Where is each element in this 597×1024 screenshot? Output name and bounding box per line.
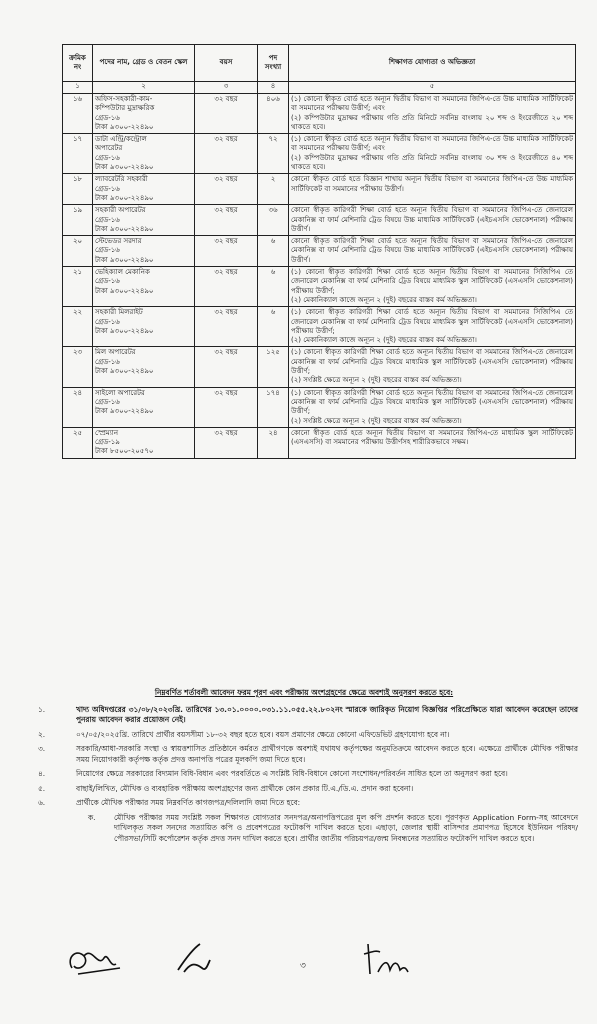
post-line: টাকা ৯৩০০-২২৪৯০: [95, 255, 154, 264]
count-cell: ৪০৬: [258, 94, 289, 134]
post-line: গ্রেড-১৬: [95, 215, 120, 224]
index-cell: ৫: [289, 82, 576, 94]
condition-subitem: [68, 813, 578, 845]
post-line: টাকা ৯৩০০-২২৪৯০: [95, 367, 154, 376]
qualification-line: (২) মেকানিক্যাল কাজে অন্যূন ২ (দুই) বছরের বাস্তব কর্ম অভিজ্ঞতা।: [291, 295, 477, 304]
condition-item: [30, 784, 578, 795]
table-row: [63, 267, 576, 307]
condition-text: ০৭/০৫/২০২৫খ্রি. তারিখে প্রার্থীর বয়সসীমা ১৮-৩২ বছর হতে হবে। বয়স প্রমাণের ক্ষেত্রে কোনো এফিডেভিট গ্রহণযোগ্য হবে না।: [76, 729, 450, 739]
subitem-letter: ক.: [88, 812, 96, 822]
qualification-cell: [289, 307, 576, 347]
serial-cell: ২১: [63, 267, 93, 307]
qualification-line: কোনো স্বীকৃত বোর্ড হতে বিজ্ঞান শাখায় অন্যূন দ্বিতীয় বিভাগ বা সমমানের জিপিএ-তে উচ্চ মাধ্যমিক সার্টিফিকেট বা সমমানের পরীক্ষায় উত্তীর্ণ।: [291, 175, 573, 193]
qualification-line: (২) কম্পিউটার মুদ্রাক্ষর পরীক্ষায় গতি প্রতি মিনিটে সর্বনিম্ন বাংলায় ৩০ শব্দ ও ইংরেজীতে ৪০ শব্দ থাকতে হবে।: [291, 153, 573, 172]
page-number: ৩: [300, 961, 306, 971]
count-cell: ৭২: [258, 134, 289, 174]
serial-cell: ২৪: [63, 387, 93, 427]
condition-item: [30, 730, 578, 741]
signature-2: [172, 938, 212, 978]
table-row: [63, 427, 576, 458]
qualification-line: (২) সংশ্লিষ্ট ক্ষেত্রে অন্যূন ২ (দুই) বছরের বাস্তব কর্ম অভিজ্ঞতা।: [291, 416, 462, 425]
post-line: ডাটা এন্ট্রি/কন্ট্রোল: [95, 135, 147, 144]
count-cell: ১৭৪: [258, 387, 289, 427]
qualification-cell: [289, 427, 576, 458]
post-line: টাকা ৮৫০০-২০৫৭০: [95, 447, 154, 456]
table-index-row: [63, 82, 576, 94]
condition-text: নিয়োগের ক্ষেত্রে সরকারের বিদ্যমান বিধি-বিধান এবং পরবর্তিতে এ সংশ্লিষ্ট বিধি-বিধানে কোনো সংশোধন/পরিবর্তন সাধিত হলে তা অনুসরণ করা হবে।: [76, 769, 508, 779]
qualification-line: (১) কোনো স্বীকৃত বোর্ড হতে অন্যূন দ্বিতীয় বিভাগ বা সমমানের জিপিএ-তে উচ্চ মাধ্যমিক সার্টিফিকেট বা সমমানের পরীক্ষায় উত্তীর্ণ; এবং: [291, 95, 573, 113]
qualification-line: (১) কোনো স্বীকৃত কারিগরী শিক্ষা বোর্ড হতে অন্যূন দ্বিতীয় বিভাগ বা সমমানের জিপিএ-তে জেনারেল মেকানিক্স বা ফার্ম মেশিনারি ট্রেড বিষয়ে মাধ্যমিক স্কুল সার্টিফিকেট (এসএসসি ভোকেশনাল) পরীক্ষায় উত্তীর্ণ;: [291, 348, 573, 376]
post-line: সাইলো অপারেটর: [95, 388, 145, 397]
post-cell: [93, 174, 195, 205]
condition-item: [30, 769, 578, 780]
post-line: গ্রেড-১৬: [95, 397, 120, 406]
count-cell: ২: [258, 174, 289, 205]
age-cell: ৩২ বছর: [195, 94, 258, 134]
qualification-cell: [289, 347, 576, 387]
post-line: স্টেভেডর সরদার: [95, 237, 142, 246]
post-line: গ্রেড-১৬: [95, 153, 120, 162]
age-cell: ৩২ বছর: [195, 347, 258, 387]
count-cell: ২৪: [258, 427, 289, 458]
conditions-section: [30, 688, 578, 846]
qualification-cell: [289, 134, 576, 174]
table-row: [63, 307, 576, 347]
post-line: টাকা ৯৩০০-২২৪৯০: [95, 193, 154, 202]
condition-text: বাছাই/লিখিত, মৌখিক ও ব্যবহারিক পরীক্ষায় অংশগ্রহণের জন্য প্রার্থীকে কোন প্রকার টি.এ./ডি.এ. প্রদান করা হবেনা।: [76, 783, 414, 793]
post-line: টাকা ৯৩০০-২২৪৯০: [95, 407, 154, 416]
qualification-line: (২) কম্পিউটার মুদ্রাক্ষর পরীক্ষায় গতি প্রতি মিনিটে সর্বনিম্ন বাংলায় ২০ শব্দ ও ইংরেজীতে ২০ শব্দ থাকতে হবে।: [291, 113, 573, 131]
qualification-cell: [289, 236, 576, 267]
post-cell: [93, 236, 195, 267]
condition-item: [30, 744, 578, 765]
table-row: [63, 94, 576, 134]
post-line: গ্রেড-১৬: [95, 357, 120, 366]
serial-cell: ১৬: [63, 94, 93, 134]
table-row: [63, 174, 576, 205]
qualification-line: (১) কোনো স্বীকৃত কারিগরী শিক্ষা বোর্ড হতে অন্যূন দ্বিতীয় বিভাগ বা সমমানের সিজিপিএ তে জেনারেল মেকানিক্স বা ফার্ম মেশিনারি ট্রেড বিষয়ে মাধ্যমিক স্কুল সার্টিফিকেট (এসএসসি ভোকেশনাল) পরীক্ষায় উত্তীর্ণ;: [291, 308, 573, 335]
index-cell: ১: [63, 82, 93, 94]
condition-number: ২.: [38, 729, 46, 739]
conditions-list: [30, 705, 578, 809]
post-cell: [93, 134, 195, 174]
serial-cell: ২০: [63, 236, 93, 267]
post-line: অপারেটর: [95, 144, 123, 153]
age-cell: ৩২ বছর: [195, 427, 258, 458]
post-cell: [93, 307, 195, 347]
post-line: টাকা ৯৩০০-২২৪৯০: [95, 326, 154, 335]
serial-cell: ১৯: [63, 205, 93, 236]
post-line: টাকা ৯৩০০-২২৪৯০: [95, 163, 154, 172]
qualification-line: (১) কোনো স্বীকৃত বোর্ড হতে অন্যূন দ্বিতীয় বিভাগ বা সমমানের জিপিএ-তে উচ্চ মাধ্যমিক সার্টিফিকেট বা সমমানের পরীক্ষায় উত্তীর্ণ; এবং: [291, 135, 573, 153]
post-line: টাকা ৯৩০০-২২৪৯০: [95, 224, 154, 233]
qualification-line: কোনো স্বীকৃত কারিগরী শিক্ষা বোর্ড হতে অন্যূন দ্বিতীয় বিভাগ বা সমমানের জিপিএ-তে জেনারেল মেকানিক্স বা ফার্ম মেশিনারি ট্রেড বিষয়ে উচ্চ মাধ্যমিক সার্টিফিকেট (এইচএসসি ভোকেশনাল) পরীক্ষায় উত্তীর্ণ।: [291, 237, 573, 264]
serial-cell: ১৭: [63, 134, 93, 174]
post-line: গ্রেড-১৬: [95, 113, 120, 122]
age-cell: ৩২ বছর: [195, 134, 258, 174]
post-line: গ্রেড-১৬: [95, 277, 120, 286]
qualification-line: কোনো স্বীকৃত বোর্ড হতে অন্যূন দ্বিতীয় বিভাগ বা সমমানের জিপিএ-তে মাধ্যমিক স্কুল সার্টিফিকেট (এসএসসি) বা সমমানের পরীক্ষায় উত্তীর্ণসহ শারীরিকভাবে সক্ষম।: [291, 428, 573, 447]
post-line: গ্রেড-১৯: [95, 438, 120, 447]
post-line: সহকারী মিলরাইট: [95, 308, 143, 317]
table-row: [63, 387, 576, 427]
age-cell: ৩২ বছর: [195, 307, 258, 347]
header-count: পদ সংখ্যা: [258, 45, 289, 82]
age-cell: ৩২ বছর: [195, 387, 258, 427]
count-cell: ১২৫: [258, 347, 289, 387]
post-line: অফিস-সহকারী-কাম-: [95, 95, 153, 103]
serial-cell: ২২: [63, 307, 93, 347]
condition-text: প্রার্থীকে মৌখিক পরীক্ষার সময় নিম্নবর্ণিত কাগজপত্র/দলিলাদি জমা দিতে হবে:: [76, 798, 301, 808]
post-cell: [93, 387, 195, 427]
header-qualification: শিক্ষাগত যোগ্যতা ও অভিজ্ঞতা: [289, 45, 576, 82]
subitem-text: মৌখিক পরীক্ষার সময় সংশ্লিষ্ট সকল শিক্ষাগত যোগ্যতার সনদপত্র/অনাপত্তিপত্রের মূল কপি প্রদর্শন করতে হবে। পূরণকৃত Application Form-সহ আবেদনে দাখিলকৃত সকল সনদের সত্যায়িত কপি ও প্রবেশপত্রের ফটোকপি দাখিল করতে হবে। এছাড়া, জেলার স্থায়ী বাসিন্দার প্রমাণপত্র হিসেবে ইউনিয়ন পরিষদ/পৌরসভা/সিটি কর্পোরেশন কর্তৃক প্রদত্ত সনদ দাখিল করতে হবে। প্রার্থীর জাতীয় পরিচয়পত্র/জন্ম নিবন্ধনের সত্যায়িত ফটোকপি দাখিল করতে হবে।: [114, 812, 578, 843]
qualification-cell: [289, 205, 576, 236]
count-cell: ৬: [258, 236, 289, 267]
qualification-cell: [289, 94, 576, 134]
age-cell: ৩২ বছর: [195, 174, 258, 205]
qualification-cell: [289, 174, 576, 205]
serial-cell: ২৩: [63, 347, 93, 387]
condition-item: [30, 705, 578, 726]
qualification-line: (১) কোনো স্বীকৃত কারিগরী শিক্ষা বোর্ড হতে অন্যূন দ্বিতীয় বিভাগ বা সমমানের জিপিএ-তে জেনারেল মেকানিক্স বা ফার্ম মেশিনারি ট্রেড বিষয়ে মাধ্যমিক স্কুল সার্টিফিকেট (এসএসসি ভোকেশনাল) পরীক্ষায় উত্তীর্ণ;: [291, 388, 573, 416]
qualification-line: (১) কোনো স্বীকৃত কারিগরী শিক্ষা বোর্ড হতে অন্যূন দ্বিতীয় বিভাগ বা সমমানের সিজিপিএ তে জেনারেল মেকানিক্স বা ফার্ম মেশিনারি ট্রেড বিষয়ে মাধ্যমিক স্কুল সার্টিফিকেট (এসএসসি ভোকেশনাল) পরীক্ষায় উত্তীর্ণ;: [291, 268, 573, 295]
post-line: গ্রেড-১৬: [95, 317, 120, 326]
table-row: [63, 236, 576, 267]
post-line: সহকারী অপারেটর: [95, 206, 146, 215]
index-cell: ৩: [195, 82, 258, 94]
post-line: ল্যাবরেটরি সহকারী: [95, 175, 148, 184]
qualification-line: (২) সংশ্লিষ্ট ক্ষেত্রে অন্যূন ২ (দুই) বছরের বাস্তব কর্ম অভিজ্ঞতা।: [291, 376, 462, 385]
table-header-row: [63, 45, 576, 82]
post-line: স্প্রেম্যান: [95, 428, 119, 437]
post-cell: [93, 427, 195, 458]
table-row: [63, 205, 576, 236]
count-cell: ৬: [258, 267, 289, 307]
count-cell: ৬: [258, 307, 289, 347]
serial-cell: ১৮: [63, 174, 93, 205]
condition-item: [30, 798, 578, 809]
qualification-line: কোনো স্বীকৃত কারিগরী শিক্ষা বোর্ড হতে অন্যূন দ্বিতীয় বিভাগ বা সমমানের জিপিএ-তে জেনারেল মেকানিক্স বা ফার্ম মেশিনারি ট্রেড বিষয়ে উচ্চ মাধ্যমিক সার্টিফিকেট (এইচএসসি ভোকেশনাল) পরীক্ষায় উত্তীর্ণ।: [291, 206, 573, 233]
header-serial: ক্রমিক নং: [63, 45, 93, 82]
condition-number: ৫.: [38, 783, 46, 793]
condition-number: ১.: [38, 704, 46, 714]
post-cell: [93, 94, 195, 134]
condition-number: ৩.: [38, 744, 46, 754]
post-line: কম্পিউটার মুদ্রাক্ষরিক: [95, 104, 155, 113]
condition-text: খাদ্য অধিদপ্তরের ৩১/০৮/২০২৩খ্রি. তারিখের ১৩.০১.০০০০.০৩১.১১.০৫৫.২২.৮০২নং স্মারকে জারিকৃত নিয়োগ বিজ্ঞপ্তির পরিপ্রেক্ষিতে যারা আবেদন করেছেন তাদের পুনরায় আবেদন করার প্রয়োজন নেই।: [76, 704, 578, 725]
post-line: গ্রেড-১৬: [95, 246, 120, 255]
signature-1: [64, 938, 126, 982]
table-row: [63, 347, 576, 387]
age-cell: ৩২ বছর: [195, 267, 258, 307]
table-body: [63, 94, 576, 459]
post-cell: [93, 205, 195, 236]
post-cell: [93, 347, 195, 387]
header-age: বয়স: [195, 45, 258, 82]
signature-3: [360, 938, 412, 978]
post-cell: [93, 267, 195, 307]
header-post: পদের নাম, গ্রেড ও বেতন স্কেল: [93, 45, 195, 82]
count-cell: ৩৬: [258, 205, 289, 236]
conditions-heading: নিম্নবর্ণিত শর্তাবলী আবেদন ফরম পূরণ এবং পরীক্ষায় অংশগ্রহণের ক্ষেত্রে অবশ্যই অনুসরণ করতে হবে:: [154, 688, 454, 697]
condition-number: ৬.: [38, 798, 46, 808]
index-cell: ২: [93, 82, 195, 94]
index-cell: ৪: [258, 82, 289, 94]
qualification-line: (২) মেকানিক্যাল কাজে অন্যূন ২ (দুই) বছরের বাস্তব কর্ম অভিজ্ঞতা।: [291, 336, 477, 345]
serial-cell: ২৫: [63, 427, 93, 458]
post-line: ভেহিক্যাল মেকানিক: [95, 268, 150, 277]
age-cell: ৩২ বছর: [195, 236, 258, 267]
post-line: গ্রেড-১৬: [95, 184, 120, 193]
post-line: টাকা ৯৩০০-২২৪৯০: [95, 286, 154, 295]
qualification-cell: [289, 267, 576, 307]
vacancy-table: [62, 44, 576, 459]
qualification-cell: [289, 387, 576, 427]
post-line: মিল অপারেটর: [95, 348, 136, 357]
condition-text: সরকারি/আধা-সরকারি সংস্থা ও স্বায়ত্তশাসিত প্রতিষ্ঠানে কর্মরত প্রার্থীগণকে অবশ্যই যথাযথ কর্তৃপক্ষের অনুমতিক্রমে আবেদন করতে হবে। এক্ষেত্রে প্রার্থীকে মৌখিক পরীক্ষার সময় নিয়োগকারী কর্তৃপক্ষ কর্তৃক প্রদত্ত অনাপত্তি পত্রের মূলকপি জমা দিতে হবে।: [76, 744, 578, 764]
table-row: [63, 134, 576, 174]
condition-number: ৪.: [38, 769, 46, 779]
post-line: টাকা ৯৩০০-২২৪৯০: [95, 122, 154, 131]
age-cell: ৩২ বছর: [195, 205, 258, 236]
